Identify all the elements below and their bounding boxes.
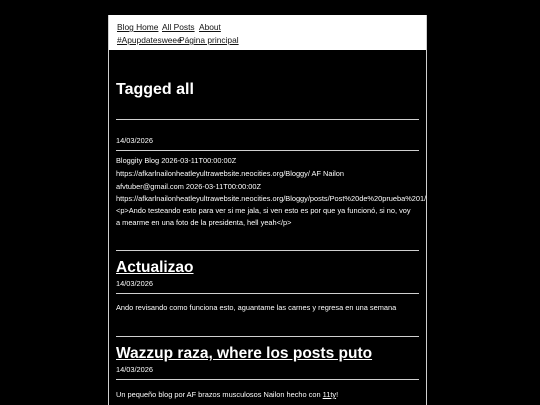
page-column [108, 15, 427, 405]
post-body-line: https://afkarlnailonheatleyultrawebsite.neocities.org/Bloggy/posts/Post%20de%20prueba%201/ [116, 194, 427, 203]
divider [116, 293, 419, 294]
post-body-line [116, 390, 338, 399]
link-11ty[interactable]: 11ty [322, 390, 337, 399]
post-title-link[interactable]: Actualizao [116, 259, 194, 276]
nav-link-apupdatesweee[interactable]: #Apupdatesweee [117, 35, 182, 45]
post-date: 14/03/2026 [116, 136, 153, 145]
post-body-text: ! [336, 390, 339, 399]
post-title-link[interactable]: Wazzup raza, where los posts puto [116, 345, 373, 362]
post-date: 14/03/2026 [116, 279, 153, 288]
divider [116, 119, 419, 120]
divider [116, 336, 419, 337]
divider [116, 250, 419, 251]
post-body-line: <p>Ando testeando esto para ver si me jala, si ven esto es por que ya funcionó, si no, voy [116, 206, 411, 215]
post-body-line: https://afkarlnailonheatleyultrawebsite.neocities.org/Bloggy/ AF Nailon [116, 169, 345, 178]
post-body-line: a mearme en una foto de la presidenta, hell yeah</p> [116, 218, 292, 227]
post-body-line: Bloggity Blog 2026-03-11T00:00:00Z [116, 156, 237, 165]
nav-link-pagina-principal[interactable]: Página principal [179, 35, 239, 45]
nav-link-blog-home[interactable]: Blog Home [117, 22, 159, 32]
post-body-line: afvtuber@gmail.com 2026-03-11T00:00:00Z [116, 182, 261, 191]
page-title: Tagged all [116, 81, 194, 98]
post-body-text: Un pequeño blog por AF brazos musculosos Nailon hecho con [116, 390, 323, 399]
divider [116, 379, 419, 380]
nav-link-all-posts[interactable]: All Posts [162, 22, 195, 32]
post-body-line: Ando revisando como funciona esto, aguantame las carnes y regresa en una semana [116, 303, 397, 312]
nav-link-about[interactable]: About [199, 22, 221, 32]
post-date: 14/03/2026 [116, 365, 153, 374]
divider [116, 150, 419, 151]
top-nav [109, 15, 426, 50]
